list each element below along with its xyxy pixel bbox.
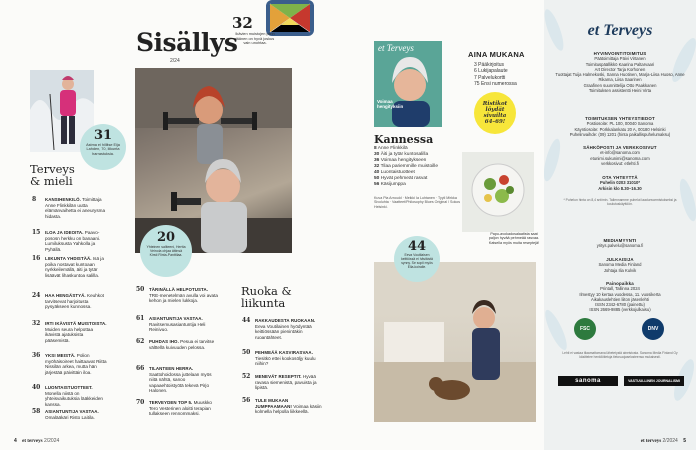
- toc-text: TRE-menetelmän avulla voi avata kehon ja mielen lukkoja.: [149, 292, 218, 304]
- kannessa-text: Hyvät pehmeät rasvat: [380, 176, 428, 181]
- bubble-31-number: 31: [93, 128, 113, 143]
- section2-line2: liikunta: [241, 296, 286, 310]
- masthead-logo: et Terveys: [587, 22, 653, 39]
- masthead-line: Käyntiosoite: Porkkalankatu 20 A, 00180 Helsinki: [574, 126, 666, 132]
- kitchen-art: [374, 262, 536, 422]
- kannessa-num: 56: [374, 182, 380, 187]
- vastuullinen-logo: [624, 376, 684, 386]
- toc-head: ASIANTUNTIJA VASTAA.: [149, 316, 203, 321]
- footer-brand: et terveys: [640, 439, 662, 444]
- section2-line1: Ruoka &: [241, 284, 292, 298]
- page-title: Sisällys: [136, 28, 238, 57]
- bubble-31-text: Astma ei hillitse Eija Lahden, 70, liikunta harrastuksia.: [86, 143, 120, 156]
- toc-text: Hyvää ravasa siemenistä, pavuista ja lipistä.: [255, 374, 317, 391]
- masthead-line: Sanoma Media Finland: [598, 262, 642, 268]
- toc-head: PUHDAS IHO.: [149, 339, 179, 344]
- salad-photo: [462, 152, 534, 232]
- toc-head: LIIKUNTA YHDISTÄÄ.: [45, 256, 92, 261]
- toc-page-number: 61: [136, 315, 145, 322]
- badge-top-number: 32: [232, 14, 253, 32]
- aina-item[interactable]: 6 Lukijapalaute: [474, 68, 508, 75]
- dnv-label: DNV: [647, 326, 659, 332]
- masthead-line: Toimituksen assistentti Heini Virta: [588, 88, 652, 94]
- masthead-heading: SÄHKÖPOSTI JA VERKKOSIVUT: [583, 145, 657, 150]
- fineprint: * Puhelun hinta on 8,4 snt/min. Tallennamme puhelut laadunvarmistukseksi ja koulutuskäyttöön.: [563, 198, 677, 206]
- toc-text: Paavo-pososn herkku on banaani. Lumiluksusta Yahkolla ja Pyhällä.: [45, 230, 101, 252]
- toc-page-number: 62: [136, 338, 145, 345]
- masthead-line[interactable]: etunimi.sukunimi@sanoma.com: [590, 155, 650, 161]
- fineprint-2: Lehti ei vastaa tilaamattomana lähetetystä aineistosta. Sanoma Media Finland Oy käsittelee henkilötietoja tietosuojaselosteensa mukaisesti.: [562, 351, 678, 359]
- bubble-20: [140, 225, 192, 277]
- toc-head: YKSI MEISTÄ.: [45, 353, 76, 358]
- toc-text: Omalääkäri Risto Laitila.: [45, 414, 95, 420]
- masthead-block-3: [554, 145, 686, 166]
- masthead-heading: OTA YHTEYTTÄ: [602, 175, 638, 180]
- masthead-line: Johtaja Ilia Kulvik: [603, 267, 637, 273]
- bubble-51-text: Papu-avokadosalaatista saat paljon hyvää pehmeää rasvaa. Katsella myös muita reseptejä!: [488, 232, 540, 245]
- bubble-44-text: Eeva Voutilaisen keittiössä ei hävikistä synny. Se sopii myös Ella-koiralle.: [401, 253, 433, 269]
- masthead-line: Toimituspäällikkö Kaarina Paltarvaari: [585, 61, 655, 67]
- footer-issue: 2/2024: [43, 438, 60, 444]
- toc-text: Eeva Voutilainen hyödyntää keittiössään pienintäkin ruoantähteet.: [255, 323, 312, 340]
- toc-page-number: 52: [242, 373, 251, 380]
- cover-art: [374, 41, 442, 127]
- masthead-heading: TOIMITUKSEN YHTEYSTIEDOT: [585, 116, 655, 121]
- kannessa-text: Luontaistuotteet: [380, 170, 415, 175]
- kannessa-text: Äiti ja tytär kuntosalilla: [380, 152, 429, 157]
- bubble-31: [80, 124, 126, 170]
- toc-page-number: 50: [242, 349, 251, 356]
- kannessa-text: Tilaa pariemmille muistoille: [380, 164, 438, 169]
- sanoma-logo: [558, 376, 618, 386]
- salad-art: [462, 152, 534, 232]
- masthead-block-5: [554, 238, 686, 249]
- toc-page-number: 24: [32, 292, 41, 299]
- badge-top-text: Ikävien muistojen piirin jäänen on hyvä joskus vain unohtaa.: [235, 31, 275, 46]
- kannessa-text: Anne Flinkkilä: [377, 146, 408, 151]
- toc-head: MENEVÄT RESEPTIT.: [255, 374, 302, 379]
- toc-text: Muuskko Tero Vesterinen aloitti terapian tullakseen rennommaksi.: [149, 400, 212, 417]
- toc-head: KANSIHENKILÖ.: [45, 197, 81, 202]
- section-title-terveys: [30, 163, 75, 187]
- section-title-line2: & mieli: [30, 174, 73, 188]
- section-title-ruoka: [241, 285, 292, 309]
- toc-text: Voimaa käsiin kolmella helpolla liikkeellä.: [255, 403, 322, 415]
- aina-item[interactable]: 7 Palvelukortti: [474, 74, 506, 81]
- masthead-line: Päätoimittaja Päivi Virtanen: [594, 56, 646, 62]
- masthead-line: Tuottajat Tuija Halmekoski, Sanna Huotinen, Marja-Liisa Huoso, Anne Rikama, Liisa Saarinen: [555, 72, 685, 83]
- toc-head: PEHMEÄÄ KASVIRASVAA.: [255, 350, 314, 355]
- aina-item[interactable]: 75 Ensi numerossa: [474, 80, 517, 87]
- masthead-heading: MEDIAMYYNTI: [603, 238, 637, 243]
- left-footer: [14, 438, 59, 444]
- aina-mukana-list: [474, 62, 517, 87]
- masthead-line: Puhelin 0203 31010*: [599, 180, 641, 186]
- toc-text: Tiesitkö ettei kookosöljy kuulu niihin?: [255, 355, 316, 367]
- ristikot-badge-text: Ristikot löydät sivuilta 64–69!: [482, 100, 508, 126]
- kannessa-num: 32: [374, 164, 380, 169]
- toc-page-number: 8: [32, 196, 37, 203]
- bubble-20-text: Yhteinen saliteeni, Hertta Veinola ohjaa äitinsä Kirsti Rinta-Panttilaa.: [146, 245, 186, 257]
- toc-text: Saattohoidossa juttelaan myös niitä nähtä, sanoo vapaaehtoistyötä tekevä Pirjo Halonen.: [149, 371, 212, 394]
- toc-text: Muiden seura helpottaa ikävistä ajatuksista pääsemistä.: [45, 326, 94, 343]
- toc-page-number: 44: [242, 317, 251, 324]
- toc-head: TERVEYDEN TOP 5.: [149, 400, 193, 405]
- bubble-20-number: 20: [156, 230, 176, 245]
- cover-strap: Voimaa hengityksiin: [377, 99, 404, 109]
- kannessa-num: 8: [374, 146, 377, 151]
- masthead-block-4: [554, 175, 686, 191]
- kannessa-text: Voimaa hengitykseen: [380, 158, 427, 163]
- toc-head: LUONTAISTUOTTEET.: [45, 385, 93, 390]
- masthead-line[interactable]: yritys.palvelu@sanoma.fi: [596, 243, 644, 249]
- masthead-block-6: [554, 257, 686, 273]
- toc-head: ILOA JA IDEOITA.: [45, 230, 84, 235]
- masthead-block-7: [554, 281, 686, 313]
- kitchen-photo: [374, 262, 536, 422]
- footer-brand: et terveys: [22, 439, 43, 444]
- footer-page-number: 5: [683, 438, 686, 444]
- footer-issue: 2/2024: [662, 438, 678, 444]
- kannessa-num: 50: [374, 176, 380, 181]
- masthead-line: Art Director Tarja Korhonen: [594, 66, 646, 72]
- toc-column-3: [242, 318, 324, 428]
- kannessa-item[interactable]: [374, 182, 474, 188]
- cover-credits: Kuva Pia Arnould · Meikki Ia Luhtanen · Tyyli Mirkka Sivoluhta · Vaatteet/Philosophy Blues Original / Sokos Helsinki.: [374, 196, 461, 209]
- masthead-line: Ilmestyy 10 kertaa vuodessa, 11. vuosikerta: [579, 291, 661, 297]
- aina-item[interactable]: 3 Pääkirjoitus: [474, 62, 505, 68]
- cover-thumbnail[interactable]: [374, 41, 442, 127]
- dnv-logo: [642, 318, 664, 340]
- masthead-line: ISSN 2669-9885 (verkkojulkaisu): [589, 307, 651, 313]
- sanoma-label: sanoma: [575, 378, 601, 384]
- kannessa-text: Käsijumppa: [380, 182, 406, 187]
- fsc-logo: [574, 318, 596, 340]
- toc-text: Toimittaja Anne Flinkkilän uutta elämänvaihetta ei aneurysma hidasta.: [45, 197, 106, 219]
- masthead-line: Postiosoite: PL 100, 00040 Sanoma: [586, 121, 654, 127]
- aina-mukana-title: AINA MUKANA: [468, 50, 525, 59]
- toc-head: HAA HENGÄSTYÄ.: [45, 293, 86, 298]
- toc-text: Ravitsemusasiantuntija Heli Reinivuo.: [149, 321, 206, 333]
- masthead-heading: JULKAISIJA: [606, 257, 634, 262]
- kannessa-num: 30: [374, 152, 380, 157]
- toc-page-number: 36: [32, 352, 41, 359]
- kannessa-num: 36: [374, 158, 380, 163]
- masthead-line: Graafinen suunnittelija Otto Paakkanen: [583, 82, 657, 88]
- toc-page-number: 50: [136, 286, 145, 293]
- toc-head: TULE MUKAAN JUMPPAAMAAN!: [255, 398, 292, 409]
- toc-text: Pesua ei tarvitse välttellä kuivuuden pelossa.: [149, 339, 215, 350]
- footer-page-number: 4: [14, 438, 17, 444]
- bubble-44-number: 44: [407, 239, 427, 254]
- toc-text: Polion myöhäisoireet haittaavat Riitta Nissilän arkea, mutta hän järjestää päivittäin iloa.: [45, 353, 107, 375]
- issue-number: 2/24: [170, 58, 180, 64]
- toc-column-1: [32, 196, 108, 420]
- kannessa-list: [374, 146, 474, 188]
- toc-text: Isä ja poika nostavat kuntoaan nyrkkeilemällä, äiti ja tytär lisäävät lihaskuntoa salilla.: [45, 256, 104, 278]
- vastuullinen-label: VASTUULLINEN JOURNALISMI: [628, 379, 680, 383]
- section-title-line1: Terveys: [30, 162, 75, 176]
- masthead-line: Aikakauslehtien liiton jäsenlehti: [591, 296, 649, 302]
- toc-head: TÄRINÄLLÄ HELPOTUSTA.: [149, 287, 209, 292]
- toc-head: ASIANTUNTIJA VASTAA.: [45, 409, 99, 414]
- toc-page-number: 32: [32, 320, 41, 327]
- masthead-line: ISSN 2342-6780 (painettu): [595, 302, 645, 308]
- toc-page-number: 15: [32, 229, 41, 236]
- masthead-heading: Painopaikka: [606, 281, 634, 286]
- masthead-line[interactable]: et-info@sanoma.com: [600, 150, 640, 156]
- masthead-line: Arkisin klo 8.30–16.30: [598, 185, 642, 191]
- right-footer: [641, 438, 686, 444]
- toc-text: Monella niistä on yhteisvaikutuksia lääkkeiden kanssa.: [45, 390, 103, 407]
- toc-page-number: 16: [32, 255, 41, 262]
- ristikot-badge: [474, 92, 516, 134]
- masthead-line[interactable]: verkkosivut: etlehti.fi: [601, 160, 639, 166]
- masthead-heading: HYVINVOINTITOIMITUS: [593, 51, 647, 56]
- kannessa-num: 40: [374, 170, 380, 175]
- masthead-block-1: [554, 51, 686, 93]
- toc-head: IRTI IKÄVISTÄ MUISTOISTA.: [45, 321, 107, 326]
- masthead-block-2: [554, 116, 686, 137]
- cover-logo: et Terveys: [378, 43, 414, 53]
- bubble-44: [394, 236, 440, 282]
- toc-page-number: 70: [136, 399, 145, 406]
- toc-column-2: [136, 287, 218, 427]
- right-page: [348, 0, 696, 450]
- toc-page-number: 66: [136, 365, 145, 372]
- toc-page-number: 58: [32, 408, 41, 415]
- masthead-line: Puhelinvaihde: (09) 1201 (hinta paikallispuhelumaksu): [569, 131, 671, 137]
- toc-text: Keuhkot tarvitsevat harjoitusta pysyäkseen kunnossa.: [45, 293, 104, 310]
- masthead-line: Printall, Tallinna 2024: [600, 286, 640, 292]
- kannessa-title: Kannessa: [374, 133, 434, 146]
- toc-head: TILANTEEN HERRA.: [149, 366, 194, 371]
- toc-page-number: 40: [32, 384, 41, 391]
- fsc-label: FSC: [580, 326, 590, 332]
- toc-page-number: 56: [242, 397, 251, 404]
- masthead-panel: [544, 0, 696, 450]
- bubble-51: [488, 232, 540, 245]
- toc-head: RAKKAUDESTA RUOKAAN.: [255, 318, 316, 323]
